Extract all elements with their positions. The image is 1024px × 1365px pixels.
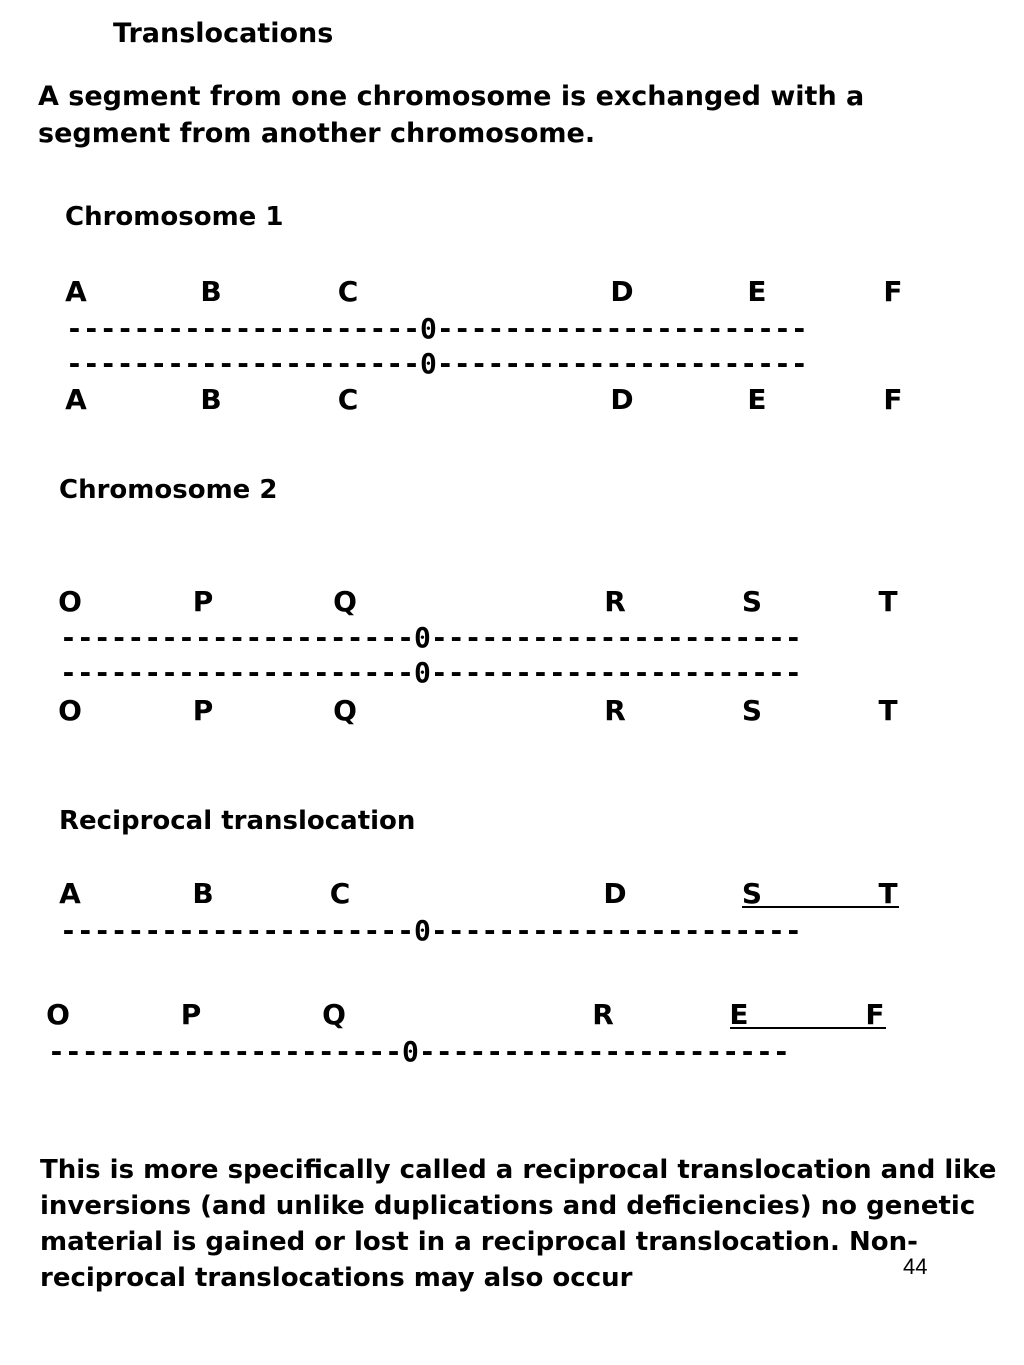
- label: Q: [322, 998, 346, 1031]
- label: D: [603, 877, 627, 910]
- closing-paragraph: This is more specifically called a reciprocal translocation and like inversions (and unlike duplications and deficiencies) no genetic material is gained or lost in a reciprocal translocation. Non-reciprocal translocations may also occur: [40, 1155, 997, 1293]
- label: Q: [333, 694, 357, 727]
- reciprocal-heading: Reciprocal translocation: [59, 806, 416, 836]
- label: A: [65, 383, 87, 416]
- page-number: 44: [903, 1254, 928, 1279]
- label: P: [192, 694, 214, 727]
- label: O: [46, 998, 70, 1031]
- chromosome-1-line-top: ---------------------0----------------------: [66, 312, 808, 345]
- label: E: [747, 383, 767, 416]
- label: T: [878, 877, 898, 910]
- label: R: [604, 694, 626, 727]
- label: R: [604, 585, 626, 618]
- label: C: [329, 877, 351, 910]
- label: F: [883, 383, 903, 416]
- label: B: [192, 877, 214, 910]
- chromosome-1-heading: Chromosome 1: [65, 202, 284, 232]
- label: O: [58, 694, 82, 727]
- label: C: [337, 383, 359, 416]
- label: F: [883, 275, 903, 308]
- label: S: [741, 694, 763, 727]
- label: P: [192, 585, 214, 618]
- chromosome-2-heading: Chromosome 2: [59, 475, 278, 505]
- label: A: [59, 877, 81, 910]
- reciprocal-line-2: ---------------------0----------------------: [48, 1035, 790, 1068]
- label: A: [65, 275, 87, 308]
- chromosome-1-line-bottom: ---------------------0----------------------: [66, 347, 808, 380]
- label: R: [592, 998, 614, 1031]
- label: B: [200, 383, 222, 416]
- label: F: [865, 998, 885, 1031]
- label: Q: [333, 585, 357, 618]
- translocated-segment-underline: [742, 906, 899, 908]
- label: T: [878, 585, 898, 618]
- label: C: [337, 275, 359, 308]
- chromosome-2-line-bottom: ---------------------0----------------------: [60, 656, 802, 689]
- reciprocal-line-1: ---------------------0----------------------: [60, 914, 802, 947]
- label: D: [610, 275, 634, 308]
- label: S: [741, 877, 763, 910]
- chromosome-2-line-top: ---------------------0----------------------: [60, 621, 802, 654]
- page-title: Translocations: [113, 18, 334, 49]
- label: T: [878, 694, 898, 727]
- label: S: [741, 585, 763, 618]
- label: E: [729, 998, 749, 1031]
- label: E: [747, 275, 767, 308]
- label: B: [200, 275, 222, 308]
- label: P: [180, 998, 202, 1031]
- intro-text: A segment from one chromosome is exchanged with a segment from another chromosome.: [38, 81, 865, 149]
- translocated-segment-underline: [730, 1027, 886, 1029]
- label: D: [610, 383, 634, 416]
- label: O: [58, 585, 82, 618]
